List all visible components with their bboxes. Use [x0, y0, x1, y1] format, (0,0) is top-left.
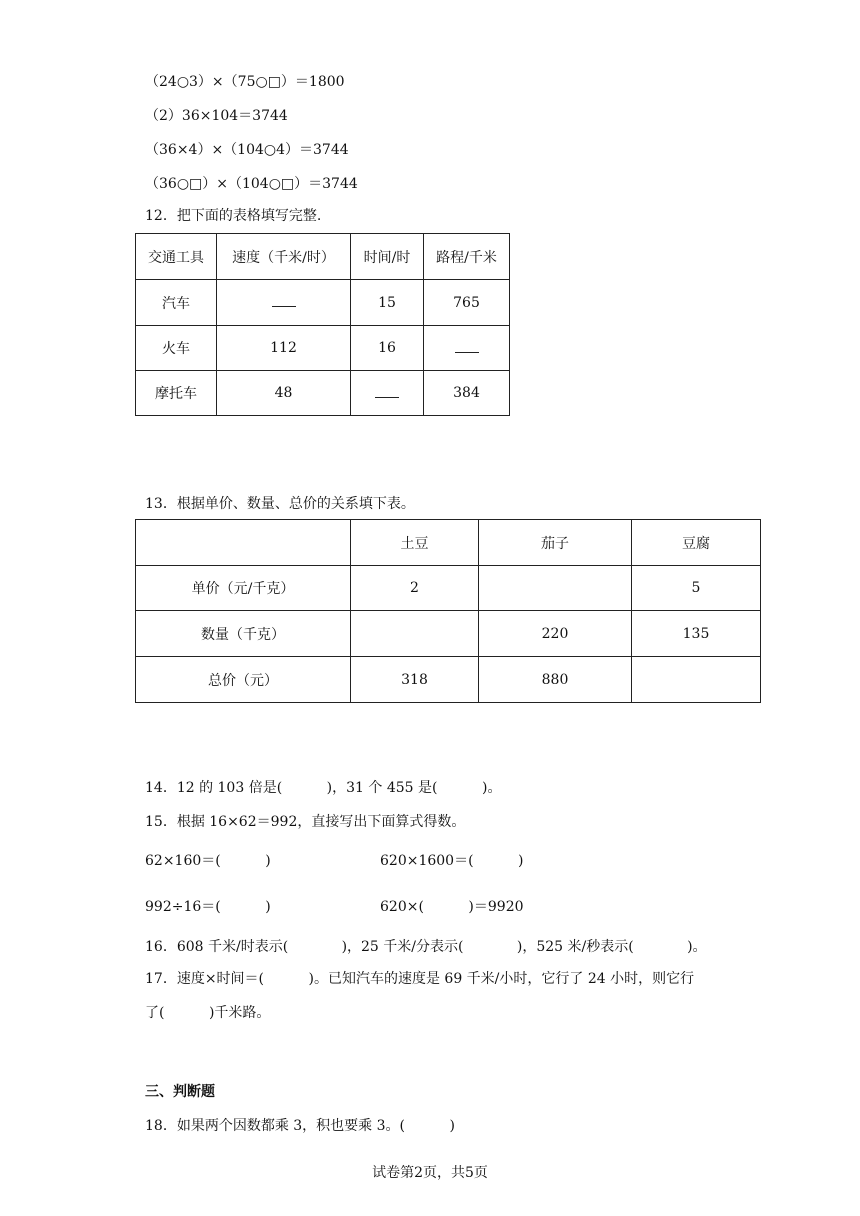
q13-header-tofu: 豆腐 [632, 520, 761, 566]
q12-answer-blank[interactable] [424, 326, 510, 371]
q13-answer-cell[interactable] [479, 566, 632, 611]
page-footer: 试卷第2页，共5页 [372, 1165, 488, 1181]
q12-table [135, 233, 510, 416]
q15-title: 15．根据 16×62＝992，直接写出下面算式得数。 [145, 814, 466, 830]
q12-cell: 15 [351, 280, 424, 326]
q15-a: 62×160＝( ) [145, 853, 271, 869]
q13-cell: 135 [632, 611, 761, 657]
q13-header-blank [136, 520, 351, 566]
answer-line [455, 340, 479, 353]
q13-header-potato: 土豆 [351, 520, 479, 566]
q13-cell: 单价（元/千克） [136, 566, 351, 611]
q12-cell: 48 [217, 371, 351, 416]
answer-line [272, 294, 296, 307]
q11-line2: （2）36×104＝3744 [145, 108, 288, 124]
q14-text: 14．12 的 103 倍是( )，31 个 455 是( )。 [145, 780, 502, 796]
q12-header-vehicle: 交通工具 [136, 234, 217, 280]
q12-answer-blank[interactable] [217, 280, 351, 326]
q11-line4: （36○□）×（104○□）＝3744 [145, 176, 358, 192]
q13-answer-cell[interactable] [351, 611, 479, 657]
q17-line1: 17．速度×时间＝( )。已知汽车的速度是 69 千米/小时，它行了 24 小时，则它行 [145, 971, 695, 987]
q13-cell: 数量（千克） [136, 611, 351, 657]
q13-table [135, 519, 761, 703]
q18-text: 18．如果两个因数都乘 3，积也要乘 3。( ) [145, 1118, 455, 1134]
q11-line1: （24○3）×（75○□）＝1800 [145, 74, 345, 90]
q12-answer-blank[interactable] [351, 371, 424, 416]
q13-cell: 总价（元） [136, 657, 351, 703]
q13-cell: 2 [351, 566, 479, 611]
q15-d: 620×( )＝9920 [380, 899, 524, 915]
q13-answer-cell[interactable] [632, 657, 761, 703]
q11-line3: （36×4）×（104○4）＝3744 [145, 142, 349, 158]
answer-line [375, 385, 399, 398]
q16-text: 16．608 千米/时表示( )，25 千米/分表示( )，525 米/秒表示( )。 [145, 939, 707, 955]
q13-cell: 880 [479, 657, 632, 703]
q12-header-distance: 路程/千米 [424, 234, 510, 280]
q12-title: 12．把下面的表格填写完整. [145, 208, 322, 224]
q12-cell: 765 [424, 280, 510, 326]
q13-cell: 318 [351, 657, 479, 703]
q13-title: 13．根据单价、数量、总价的关系填下表。 [145, 496, 415, 512]
q12-header-speed: 速度（千米/时） [217, 234, 351, 280]
q15-b: 620×1600＝( ) [380, 853, 524, 869]
q13-cell: 220 [479, 611, 632, 657]
q13-header-eggplant: 茄子 [479, 520, 632, 566]
q12-cell: 16 [351, 326, 424, 371]
q12-cell: 112 [217, 326, 351, 371]
q13-cell: 5 [632, 566, 761, 611]
q17-line2: 了( )千米路。 [145, 1005, 271, 1021]
section-heading: 三、判断题 [145, 1084, 215, 1100]
q12-header-time: 时间/时 [351, 234, 424, 280]
q12-cell: 汽车 [136, 280, 217, 326]
q12-cell: 384 [424, 371, 510, 416]
q12-cell: 火车 [136, 326, 217, 371]
q15-c: 992÷16＝( ) [145, 899, 271, 915]
q12-cell: 摩托车 [136, 371, 217, 416]
